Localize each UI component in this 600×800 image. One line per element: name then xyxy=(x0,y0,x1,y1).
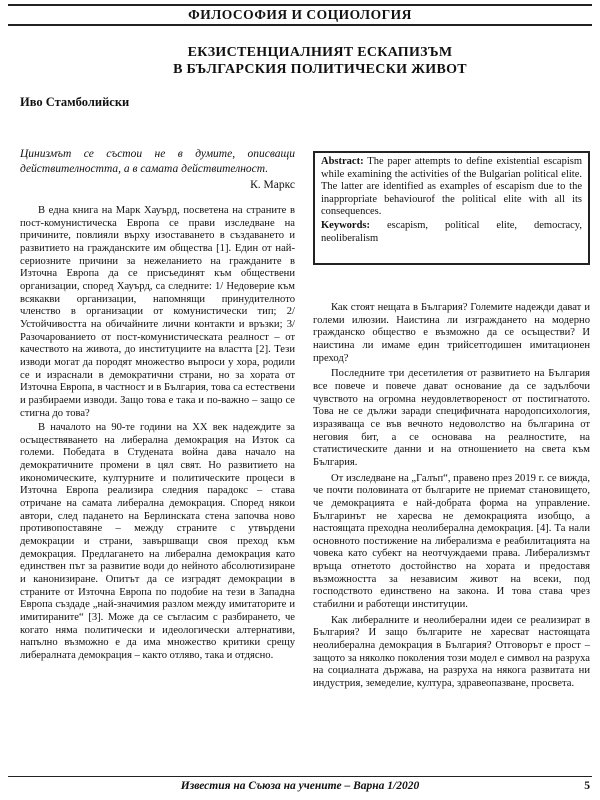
journal-title: Известия на Съюза на учените – Варна 1/2020 xyxy=(180,780,420,792)
article-title-line-2: В БЪЛГАРСКИЯ ПОЛИТИЧЕСКИ ЖИВОТ xyxy=(173,62,467,77)
page-footer xyxy=(8,776,592,794)
keywords-text: escapism, political elite, democracy, neoliberalism xyxy=(321,219,582,244)
article-author: Иво Стамболийски xyxy=(20,95,130,109)
page-number: 5 xyxy=(584,780,590,792)
body-paragraph: Как либералните и неолиберални идеи се реализират в България? И защо българите не харесват настоящата неолиберална демокрация в България? Отговорът е прост – защото за няколко поколения този модел е символ на разруха на социалната държава, на разруха на някога развитата ни индустрия, земеделие, култура, здравеопазване, просвета. xyxy=(313,614,590,690)
abstract-paragraph xyxy=(321,156,582,219)
right-column xyxy=(313,302,590,691)
keywords-label: Keywords: xyxy=(321,219,370,231)
left-column xyxy=(20,205,295,663)
article-title xyxy=(120,44,520,78)
body-paragraph: От изследване на „Галъп“, правено през 2019 г. се вижда, че почти половината от българите не приемат становището, че демокрацията е най-добрата форма на управление. Българинът не харесва не демокрацията изобщо, а настоящата преходна неолиберална демокрация. [4]. Та нали основното постижение на либерализма е реабилитацията на човека като субект на неотчуждаеми права. Либерализмът връща отнетото достойнство на хората и предоставя възможността за независим живот на всеки, под господството единствено на закона. И това става чрез стабилни и работещи институции. xyxy=(313,472,590,611)
article-title-line-1: ЕКЗИСТЕНЦИАЛНИЯТ ЕСКАПИЗЪМ xyxy=(187,45,453,60)
body-paragraph: В една книга на Марк Хауърд, посветена на страните в пост-комунистическа Европа се прави изследване на причините, повлияли върху изоставането в създаването и развитието на гражданските им общества [1]. Един от най-сериозните причини за нежеланието на гражданите в Източна Европа да се присъединят към обществени организации, според Хауърд, са следните: 1/ Недоверие към всякакви организации, напомнящи принудителното членство в организации от комунистически тип; 2/ Устойчивостта на обичайните лични контакти и връзки; 3/ Разочарованието от пост-комунистическата реалност – от качеството на живота, до институциите на властта [2]. Тези изводи могат да породят множество въпроси у хора, родили се и израснали в демократични страни, но за хората от Източна Европа, в частност и в България, това са естествени и разбираеми изводи. Защо това е така и по-важно – защо се стигна до това? xyxy=(20,205,295,419)
epigraph-quote: Цинизмът се състои не в думите, описващи действителността, а в самата действителност. xyxy=(20,148,295,175)
abstract-box xyxy=(313,151,590,265)
abstract-label: Abstract: xyxy=(321,156,364,167)
keywords-paragraph xyxy=(321,220,582,245)
abstract-text: The paper attempts to define existential escapism while examining the activities of the Bulgarian political elite. The latter are identified as examples of escapism due to the inappropriate behaviourof the political elite with all its consequences. xyxy=(321,156,582,218)
body-paragraph: Как стоят нещата в България? Големите надежди дават и големи илюзии. Наистина ли изграждането на модерно гражданско общество е възможно да се осъществи? И наистина ли имаме един трийсетгодишен имитационен преход? xyxy=(313,302,590,364)
section-title: ФИЛОСОФИЯ И СОЦИОЛОГИЯ xyxy=(188,7,412,22)
body-paragraph: Последните три десетилетия от развитието на България все повече и повече дават основание да се задълбочи чувството на огромна неудовлетвореност от постигнатото. Това не се дължи заради специфичната народопсихология, изразяваща се във вечното недоволство на българина от неговия бит, а се основава на реалностите, на статистическите данни и на отношението на света към България. xyxy=(313,368,590,468)
body-paragraph: В началото на 90-те години на XX век надеждите за осъществяването на либерална демокрация на Изток са големи. Победата в Студената война дава начало на демократичните промени в цял свят. Но развитието на икономическите, културните и политическите процеси в Източна Европа реализира следния парадокс – става отричане на самата либерална демокрация. Според някои автори, след падането на Берлинската стена започва ново противопоставяне – между страните с утвърдени демокрации и страни, завършващи своя преход към демокрация. Предлагането на либерална демокрация като единствен път за развитие води до нейното абсолютизиране и канонизиране. Опитът да се изградят демокрации в страните от Източна Европа по подобие на тези в Западна Европа създаде „най-значимия разлом между имитаторите и имитираните“ [3]. Може да се съгласим с разбирането, че когато няма политически и идеологически алтернативи, напълно възможно е да има множество критики срещу либералната демокрация – както отляво, така и отдясно. xyxy=(20,422,295,661)
section-header xyxy=(8,4,592,26)
epigraph-author: К. Маркс xyxy=(250,179,295,191)
